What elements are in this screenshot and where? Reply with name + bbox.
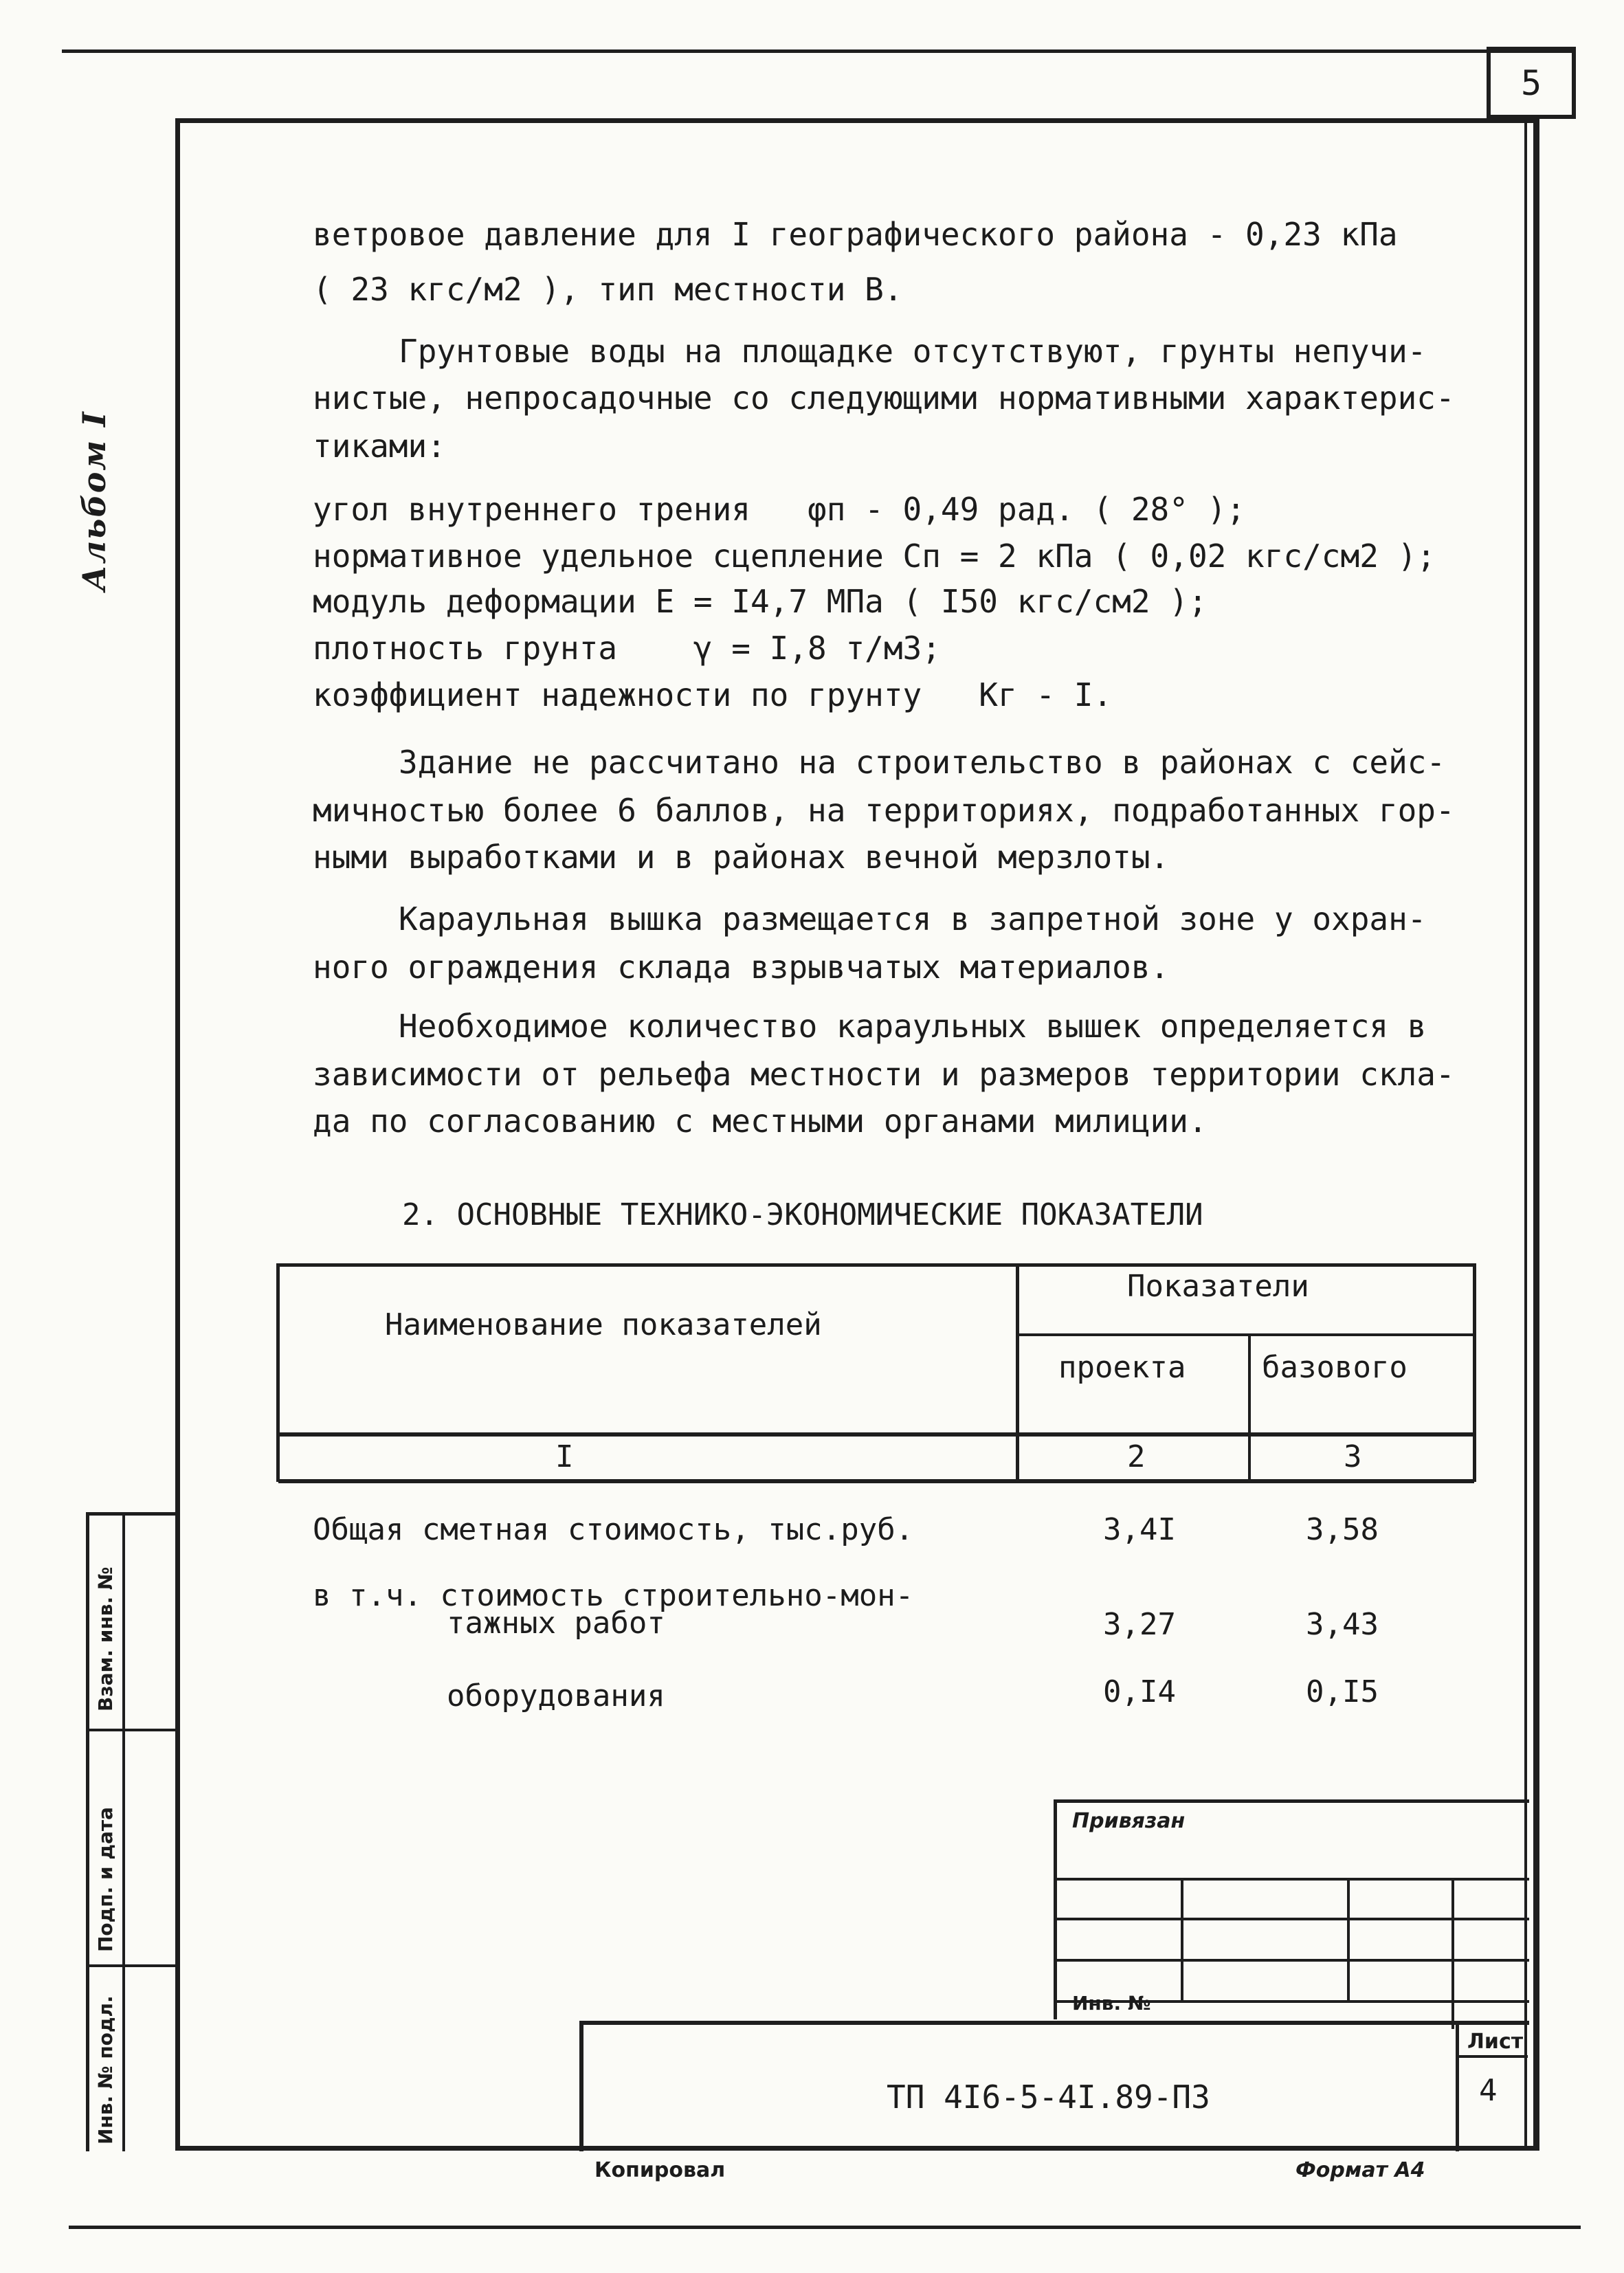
- table-col2-rule: [1016, 1263, 1019, 1482]
- body-line-12: мичностью более 6 баллов, на территориях, подработанных гор-: [313, 792, 1455, 829]
- bind-col-3: [1451, 1878, 1454, 2029]
- table-row-3-label: оборудования: [447, 1678, 665, 1714]
- body-line-7: нормативное удельное сцепление Сп = 2 кПа ( 0,02 кгс/см2 );: [313, 537, 1436, 575]
- table-col3-rule: [1248, 1333, 1251, 1482]
- bind-row-2: [1055, 1918, 1529, 1920]
- page-number: 5: [1520, 63, 1542, 103]
- body-line-1: ветровое давление для I географического района - 0,23 кПа: [313, 216, 1398, 253]
- table-row-1-label: Общая сметная стоимость, тыс.руб.: [313, 1512, 914, 1547]
- margin-podp-data: Подп. и дата: [94, 1806, 117, 1952]
- body-line-10: коэффициент надежности по грунту Кг - I.: [313, 676, 1113, 713]
- body-line-17: зависимости от рельефа местности и размеров территории скла-: [313, 1056, 1455, 1093]
- body-line-14: Караульная вышка размещается в запретной зоне у охран-: [399, 900, 1427, 938]
- table-subheader-rule: [1017, 1333, 1474, 1336]
- table-subheader-project: проекта: [1058, 1350, 1186, 1385]
- body-line-9: плотность грунта γ = I,8 т/м3;: [313, 630, 941, 667]
- body-line-11: Здание не рассчитано на строительство в районах с сейс-: [399, 744, 1446, 781]
- top-rule: [62, 49, 1574, 53]
- table-left-rule: [276, 1263, 280, 1482]
- tb-doc-code: ТП 4I6-5-4I.89-ПЗ: [887, 2078, 1210, 2116]
- table-colnum-1: I: [555, 1439, 574, 1474]
- table-numbers-bottom-rule: [278, 1479, 1474, 1483]
- table-colnum-3: 3: [1344, 1439, 1362, 1474]
- bind-row-1: [1055, 1878, 1529, 1881]
- body-line-8: модуль деформации Е = I4,7 МПа ( I50 кгс/см2 );: [313, 583, 1208, 620]
- bind-col-2: [1347, 1878, 1350, 2002]
- tb-left: [579, 2021, 583, 2151]
- table-row-3-base: 0,I5: [1306, 1674, 1379, 1709]
- table-row-1-project: 3,4I: [1103, 1512, 1176, 1547]
- body-line-15: ного ограждения склада взрывчатых материалов.: [313, 949, 1170, 986]
- body-line-18: да по согласованию с местными органами милиции.: [313, 1102, 1208, 1140]
- margin-vzam-inv: Взам. инв. №: [94, 1566, 117, 1711]
- tb-list-label-rule: [1456, 2055, 1528, 2058]
- table-top-rule: [278, 1263, 1474, 1267]
- bind-left: [1054, 1799, 1057, 2019]
- table-row-2-base: 3,43: [1306, 1607, 1379, 1642]
- side-album-label: Альбом I: [76, 410, 113, 591]
- table-row-2-label-b: тажных работ: [447, 1606, 665, 1641]
- body-line-6: угол внутреннего трения φп - 0,49 рад. ( 28° );: [313, 491, 1246, 528]
- tb-list-divider: [1456, 2021, 1459, 2151]
- bind-privyazan: Привязан: [1072, 1809, 1186, 1833]
- table-row-2-label-a: в т.ч. стоимость строительно-мон-: [313, 1578, 914, 1613]
- table-row-3-project: 0,I4: [1103, 1674, 1176, 1709]
- table-subheader-base: базового: [1262, 1350, 1408, 1385]
- body-line-16: Необходимое количество караульных вышек определяется в: [399, 1008, 1427, 1045]
- margin-inv-podl: Инв. № подл.: [94, 1995, 117, 2144]
- body-line-4: нистые, непросадочные со следующими нормативными характерис-: [313, 379, 1455, 417]
- page-number-box: [1487, 47, 1576, 119]
- bind-top: [1055, 1799, 1529, 1803]
- section-heading: 2. ОСНОВНЫЕ ТЕХНИКО-ЭКОНОМИЧЕСКИЕ ПОКАЗАТЕЛИ: [402, 1197, 1203, 1232]
- footer-format: Формат А4: [1295, 2158, 1425, 2182]
- table-numbers-top-rule: [278, 1432, 1474, 1437]
- margin-inner-line: [122, 1512, 125, 2151]
- bottom-rule: [69, 2226, 1581, 2229]
- margin-sep-1: [86, 1729, 179, 1731]
- bind-inv-no: Инв. №: [1072, 1992, 1151, 2015]
- margin-outer-left: [86, 1512, 89, 2151]
- body-line-5: тиками:: [313, 428, 446, 465]
- bind-row-3: [1055, 1959, 1529, 1962]
- table-header-group: Показатели: [1127, 1269, 1309, 1304]
- table-row-2-project: 3,27: [1103, 1607, 1176, 1642]
- table-colnum-2: 2: [1127, 1439, 1146, 1474]
- table-right-rule: [1473, 1263, 1476, 1482]
- body-line-2: ( 23 кгс/м2 ), тип местности В.: [313, 271, 903, 308]
- tb-list-label: Лист: [1467, 2030, 1524, 2054]
- tb-list-value: 4: [1479, 2073, 1498, 2108]
- tb-top: [581, 2021, 1529, 2025]
- frame-inner-right: [1524, 122, 1527, 2147]
- body-line-3: Грунтовые воды на площадке отсутствуют, грунты непучи-: [399, 333, 1427, 370]
- bind-col-1: [1181, 1878, 1183, 2002]
- table-row-1-base: 3,58: [1306, 1512, 1379, 1547]
- table-header-name: Наименование показателей: [385, 1307, 822, 1342]
- body-line-13: ными выработками и в районах вечной мерзлоты.: [313, 839, 1170, 876]
- footer-copied: Копировал: [594, 2158, 726, 2182]
